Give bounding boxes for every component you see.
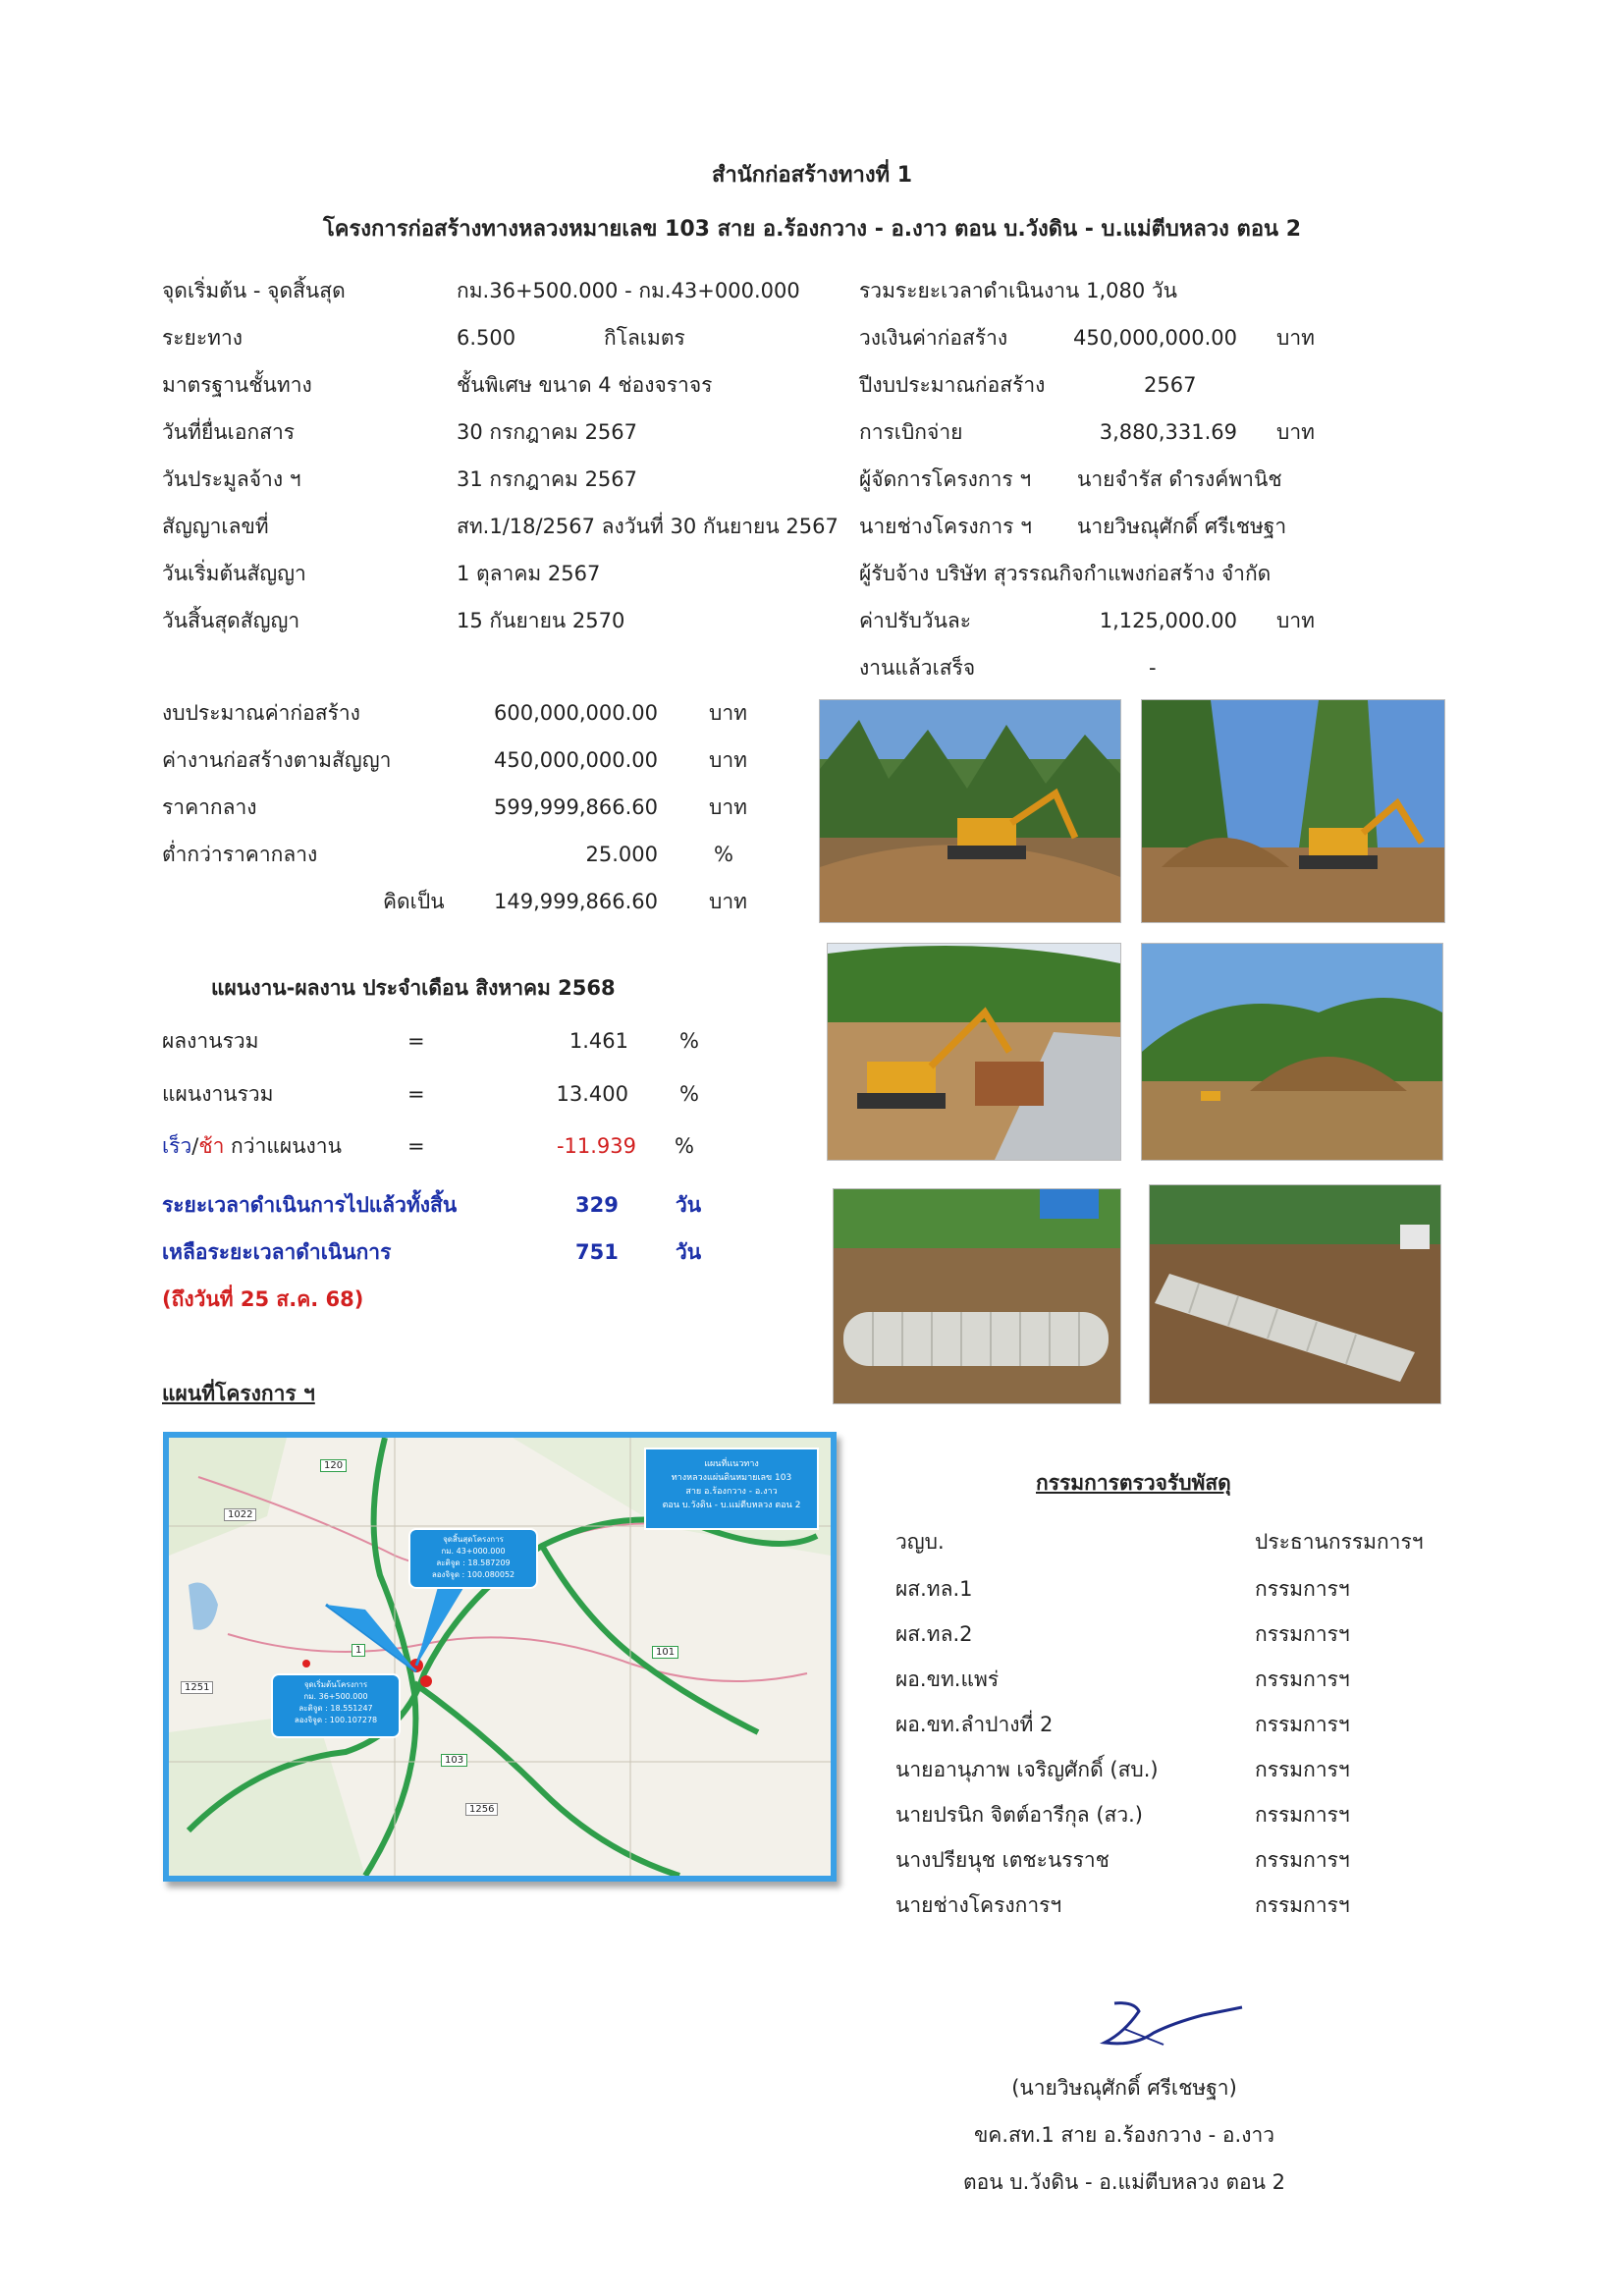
committee-member: นายอานุภาพ เจริญศักดิ์ (สบ.)	[895, 1758, 1159, 1781]
committee-role: กรรมการฯ	[1255, 1622, 1350, 1646]
info-right-label: ค่าปรับวันละ	[859, 609, 972, 632]
route-label: 103	[441, 1754, 467, 1767]
route-label: 101	[652, 1646, 678, 1659]
budget-value: 599,999,866.60	[494, 795, 658, 819]
project-title: โครงการก่อสร้างทางหลวงหมายเลข 103 สาย อ.ร้องกวาง - อ.งาว ตอน บ.วังดิน - บ.แม่ตีบหลวง ตอน 2	[322, 217, 1302, 242]
committee-role: กรรมการฯ	[1255, 1758, 1350, 1781]
map-legend-box	[644, 1448, 819, 1530]
info-left-value: ชั้นพิเศษ ขนาด 4 ช่องจราจร	[457, 373, 713, 397]
elapsed-value: 329	[575, 1193, 619, 1217]
progress-label: แผนงานรวม	[162, 1082, 274, 1106]
budget-label: ค่างานก่อสร้างตามสัญญา	[162, 748, 392, 772]
committee-member: ผอ.ขท.ลำปางที่ 2	[895, 1713, 1054, 1736]
route-label: 1022	[224, 1508, 256, 1521]
info-right-value: นายวิษณุศักดิ์ ศรีเชษฐา	[1077, 515, 1287, 538]
progress-value: 1.461	[568, 1029, 628, 1053]
info-right-unit: บาท	[1276, 420, 1315, 444]
info-right-label: งานแล้วเสร็จ	[859, 656, 976, 680]
committee-member: ผส.ทล.1	[895, 1577, 973, 1601]
committee-member: ผอ.ขท.แพร่	[895, 1667, 1000, 1691]
progress-value-deviation: -11.939	[556, 1134, 636, 1158]
map-start-callout	[271, 1673, 401, 1738]
site-photo-excavator-forest	[819, 699, 1121, 923]
info-left-label: วันเริ่มต้นสัญญา	[162, 562, 306, 585]
map-legend-line: ตอน บ.วังดิน - บ.แม่ตีบหลวง ตอน 2	[662, 1501, 801, 1510]
budget-label: งบประมาณค่าก่อสร้าง	[162, 701, 360, 725]
map-heading: แผนที่โครงการ ฯ	[162, 1382, 315, 1405]
committee-member: ผส.ทล.2	[895, 1622, 973, 1646]
committee-role: กรรมการฯ	[1255, 1848, 1350, 1872]
signature-icon	[1095, 1994, 1252, 2056]
budget-label: ราคากลาง	[162, 795, 257, 819]
route-label: 120	[320, 1459, 347, 1472]
budget-value: 25.000	[585, 843, 658, 866]
committee-role: ประธานกรรมการฯ	[1255, 1530, 1424, 1554]
committee-role: กรรมการฯ	[1255, 1893, 1350, 1917]
sep-label: /	[191, 1134, 199, 1158]
callout-line: จุดเริ่มต้นโครงการ	[303, 1680, 368, 1689]
info-right-value: 2567	[1144, 373, 1197, 397]
info-right-value: นายจำรัส ดำรงค์พานิช	[1077, 467, 1282, 491]
progress-title: แผนงาน-ผลงาน ประจำเดือน สิงหาคม 2568	[211, 976, 616, 1000]
route-label: 1251	[181, 1681, 213, 1694]
budget-label: ต่ำกว่าราคากลาง	[162, 843, 318, 866]
callout-line: ลองจิจูด : 100.107278	[294, 1716, 378, 1724]
map-end-callout	[408, 1528, 538, 1589]
info-right-value: 450,000,000.00	[1073, 326, 1237, 350]
callout-line: กม. 36+500.000	[303, 1692, 368, 1701]
budget-unit: บาท	[709, 795, 747, 819]
info-left-value: 31 กรกฎาคม 2567	[457, 467, 638, 491]
remaining-value: 751	[575, 1240, 619, 1264]
info-left-value: 30 กรกฎาคม 2567	[457, 420, 638, 444]
map-legend-line: สาย อ.ร้องกวาง - อ.งาว	[685, 1487, 778, 1497]
info-left-value: กม.36+500.000 - กม.43+000.000	[457, 279, 800, 302]
progress-value: 13.400	[556, 1082, 628, 1106]
progress-label-fast-slow	[162, 1132, 342, 1160]
committee-member: วญบ.	[895, 1530, 945, 1554]
route-label: 1256	[465, 1803, 498, 1816]
info-left-label: วันที่ยื่นเอกสาร	[162, 420, 296, 444]
info-left-label: จุดเริ่มต้น - จุดสิ้นสุด	[162, 279, 346, 302]
info-right-label: ผู้รับจ้าง บริษัท สุวรรณกิจกำแพงก่อสร้าง จำกัด	[859, 562, 1272, 585]
committee-role: กรรมการฯ	[1255, 1713, 1350, 1736]
info-right-value: 3,880,331.69	[1099, 420, 1237, 444]
info-right-label: วงเงินค่าก่อสร้าง	[859, 326, 1008, 350]
remaining-label: เหลือระยะเวลาดำเนินการ	[162, 1240, 392, 1264]
elapsed-unit: วัน	[676, 1193, 702, 1217]
progress-unit: %	[679, 1082, 699, 1106]
info-left-value: 15 กันยายน 2570	[457, 609, 625, 632]
signer-title-line2: ตอน บ.วังดิน - อ.แม่ตีบหลวง ตอน 2	[963, 2170, 1285, 2194]
info-left-value: 1 ตุลาคม 2567	[457, 562, 601, 585]
route-label: 1	[352, 1644, 365, 1657]
slow-label: ช้า	[198, 1134, 225, 1158]
info-right-label: รวมระยะเวลาดำเนินงาน 1,080 วัน	[859, 279, 1178, 302]
committee-role: กรรมการฯ	[1255, 1803, 1350, 1827]
info-left-label: มาตรฐานชั้นทาง	[162, 373, 312, 397]
committee-heading: กรรมการตรวจรับพัสดุ	[1036, 1471, 1231, 1495]
info-left-label: สัญญาเลขที่	[162, 515, 269, 538]
progress-unit: %	[679, 1029, 699, 1053]
elapsed-label: ระยะเวลาดำเนินการไปแล้วทั้งสิ้น	[162, 1193, 458, 1217]
committee-member: นายช่างโครงการฯ	[895, 1893, 1062, 1917]
budget-unit: บาท	[709, 701, 747, 725]
site-photo-dirt-mound	[1141, 943, 1443, 1161]
info-left-label: ระยะทาง	[162, 326, 244, 350]
site-photo-excavator-dirt	[1141, 699, 1445, 923]
progress-eq: =	[407, 1082, 425, 1106]
callout-line: กม. 43+000.000	[441, 1547, 506, 1556]
fast-label: เร็ว	[162, 1134, 192, 1158]
progress-label: ผลงานรวม	[162, 1029, 259, 1053]
info-left-label: วันสิ้นสุดสัญญา	[162, 609, 300, 632]
info-right-unit: บาท	[1276, 609, 1315, 632]
budget-value: 450,000,000.00	[494, 748, 658, 772]
office-title: สำนักก่อสร้างทางที่ 1	[711, 163, 913, 188]
info-left-value: สท.1/18/2567 ลงวันที่ 30 กันยายน 2567	[457, 515, 839, 538]
info-left-unit: กิโลเมตร	[604, 326, 685, 350]
site-photo-concrete-pipes	[833, 1188, 1121, 1404]
callout-line: ลองจิจูด : 100.080052	[431, 1570, 515, 1579]
progress-eq: =	[407, 1134, 425, 1158]
budget-value: 600,000,000.00	[494, 701, 658, 725]
committee-role: กรรมการฯ	[1255, 1667, 1350, 1691]
signer-name: (นายวิษณุศักดิ์ ศรีเชษฐา)	[1011, 2076, 1237, 2100]
budget-unit: บาท	[709, 890, 747, 913]
progress-eq: =	[407, 1029, 425, 1053]
info-right-label: ผู้จัดการโครงการ ฯ	[859, 467, 1032, 491]
callout-line: ละติจูด : 18.551247	[298, 1704, 373, 1713]
info-right-label: การเบิกจ่าย	[859, 420, 963, 444]
callout-line: ละติจูด : 18.587209	[436, 1558, 511, 1567]
as-of-date: (ถึงวันที่ 25 ส.ค. 68)	[162, 1287, 364, 1311]
map-legend-line: แผนที่แนวทาง	[704, 1459, 759, 1469]
signer-title-line1: ขค.สท.1 สาย อ.ร้องกวาง - อ.งาว	[973, 2123, 1275, 2147]
info-right-label: นายช่างโครงการ ฯ	[859, 515, 1032, 538]
remaining-unit: วัน	[676, 1240, 702, 1264]
callout-line: จุดสิ้นสุดโครงการ	[443, 1535, 504, 1544]
budget-unit: %	[714, 843, 733, 866]
site-photo-excavator-truck	[827, 943, 1121, 1161]
rest-label: กว่าแผนงาน	[224, 1134, 342, 1158]
progress-unit: %	[675, 1134, 694, 1158]
info-right-value: -	[1149, 656, 1157, 680]
site-photo-pipes-road	[1149, 1184, 1441, 1404]
project-map	[163, 1432, 837, 1882]
info-left-label: วันประมูลจ้าง ฯ	[162, 467, 301, 491]
committee-member: นางปรียนุช เตชะนรราช	[895, 1848, 1110, 1872]
map-legend-line: ทางหลวงแผ่นดินหมายเลข 103	[671, 1473, 792, 1483]
info-left-value: 6.500	[457, 326, 516, 350]
budget-value: 149,999,866.60	[494, 890, 658, 913]
info-right-unit: บาท	[1276, 326, 1315, 350]
info-right-value: 1,125,000.00	[1099, 609, 1237, 632]
budget-unit: บาท	[709, 748, 747, 772]
info-right-label: ปีงบประมาณก่อสร้าง	[859, 373, 1046, 397]
committee-member: นายปรนิก จิตต์อารีกุล (สว.)	[895, 1803, 1143, 1827]
budget-label: คิดเป็น	[383, 890, 445, 913]
committee-role: กรรมการฯ	[1255, 1577, 1350, 1601]
